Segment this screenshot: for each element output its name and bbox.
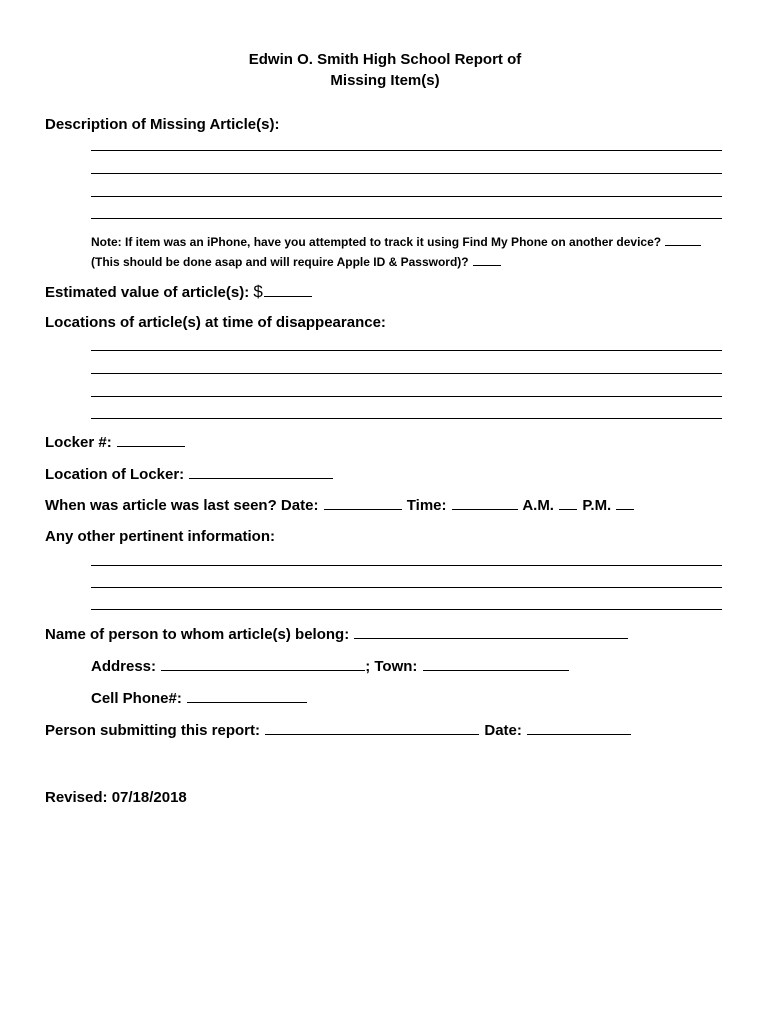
am-label: A.M. <box>522 497 554 514</box>
locker-number-label: Locker #: <box>45 434 112 451</box>
locker-location-row <box>45 464 334 485</box>
time-label: Time: <box>406 497 447 514</box>
other-info-line-3[interactable] <box>91 609 722 610</box>
description-line-3[interactable] <box>91 196 722 197</box>
town-field[interactable] <box>423 656 569 671</box>
locker-number-field[interactable] <box>117 432 185 447</box>
submitter-row <box>45 720 632 741</box>
town-label: ; Town: <box>365 658 418 675</box>
cell-phone-field[interactable] <box>187 688 307 703</box>
description-label: Description of Missing Article(s): <box>45 116 280 133</box>
apple-id-answer-field[interactable] <box>473 254 501 266</box>
am-field[interactable] <box>559 495 577 510</box>
address-field[interactable] <box>161 656 365 671</box>
submit-date-field[interactable] <box>527 720 631 735</box>
locations-line-2[interactable] <box>91 373 722 374</box>
last-seen-date-field[interactable] <box>324 495 402 510</box>
last-seen-date-label: When was article was last seen? Date: <box>45 497 319 514</box>
find-my-phone-answer-field[interactable] <box>665 234 701 246</box>
locations-line-1[interactable] <box>91 350 722 351</box>
submitter-label: Person submitting this report: <box>45 722 261 739</box>
revised-date: Revised: 07/18/2018 <box>45 789 187 806</box>
note-text-part2: (This should be done asap and will require Apple ID & Password)? <box>91 255 469 269</box>
locations-label: Locations of article(s) at time of disappearance: <box>45 314 386 331</box>
submitter-name-field[interactable] <box>265 720 479 735</box>
locker-number-row <box>45 432 186 453</box>
currency-symbol: $ <box>253 282 263 301</box>
locker-location-label: Location of Locker: <box>45 466 185 483</box>
owner-name-label: Name of person to whom article(s) belong: <box>45 626 350 643</box>
locations-line-4[interactable] <box>91 418 722 419</box>
note-text-part1: Note: If item was an iPhone, have you attempted to track it using Find My Phone on another device? <box>91 235 662 249</box>
other-info-line-1[interactable] <box>91 565 722 566</box>
owner-name-row <box>45 624 629 645</box>
address-row <box>91 656 570 677</box>
address-label: Address: <box>91 658 157 675</box>
form-title-line1: Edwin O. Smith High School Report of <box>248 51 522 68</box>
form-title-line2: Missing Item(s) <box>330 72 440 89</box>
description-line-4[interactable] <box>91 218 722 219</box>
estimated-value-label: Estimated value of article(s): <box>45 284 250 301</box>
description-line-2[interactable] <box>91 173 722 174</box>
cell-phone-label: Cell Phone#: <box>91 690 182 707</box>
last-seen-time-field[interactable] <box>452 495 518 510</box>
cell-phone-row <box>91 688 308 709</box>
iphone-note <box>91 232 731 272</box>
owner-name-field[interactable] <box>354 624 628 639</box>
other-info-line-2[interactable] <box>91 587 722 588</box>
locations-line-3[interactable] <box>91 396 722 397</box>
pm-label: P.M. <box>582 497 612 514</box>
description-line-1[interactable] <box>91 150 722 151</box>
submit-date-label: Date: <box>484 722 522 739</box>
estimated-value-row <box>45 282 313 303</box>
pm-field[interactable] <box>616 495 634 510</box>
locker-location-field[interactable] <box>189 464 333 479</box>
estimated-value-field[interactable] <box>264 282 312 297</box>
last-seen-row <box>45 495 635 516</box>
other-info-label: Any other pertinent information: <box>45 528 275 545</box>
